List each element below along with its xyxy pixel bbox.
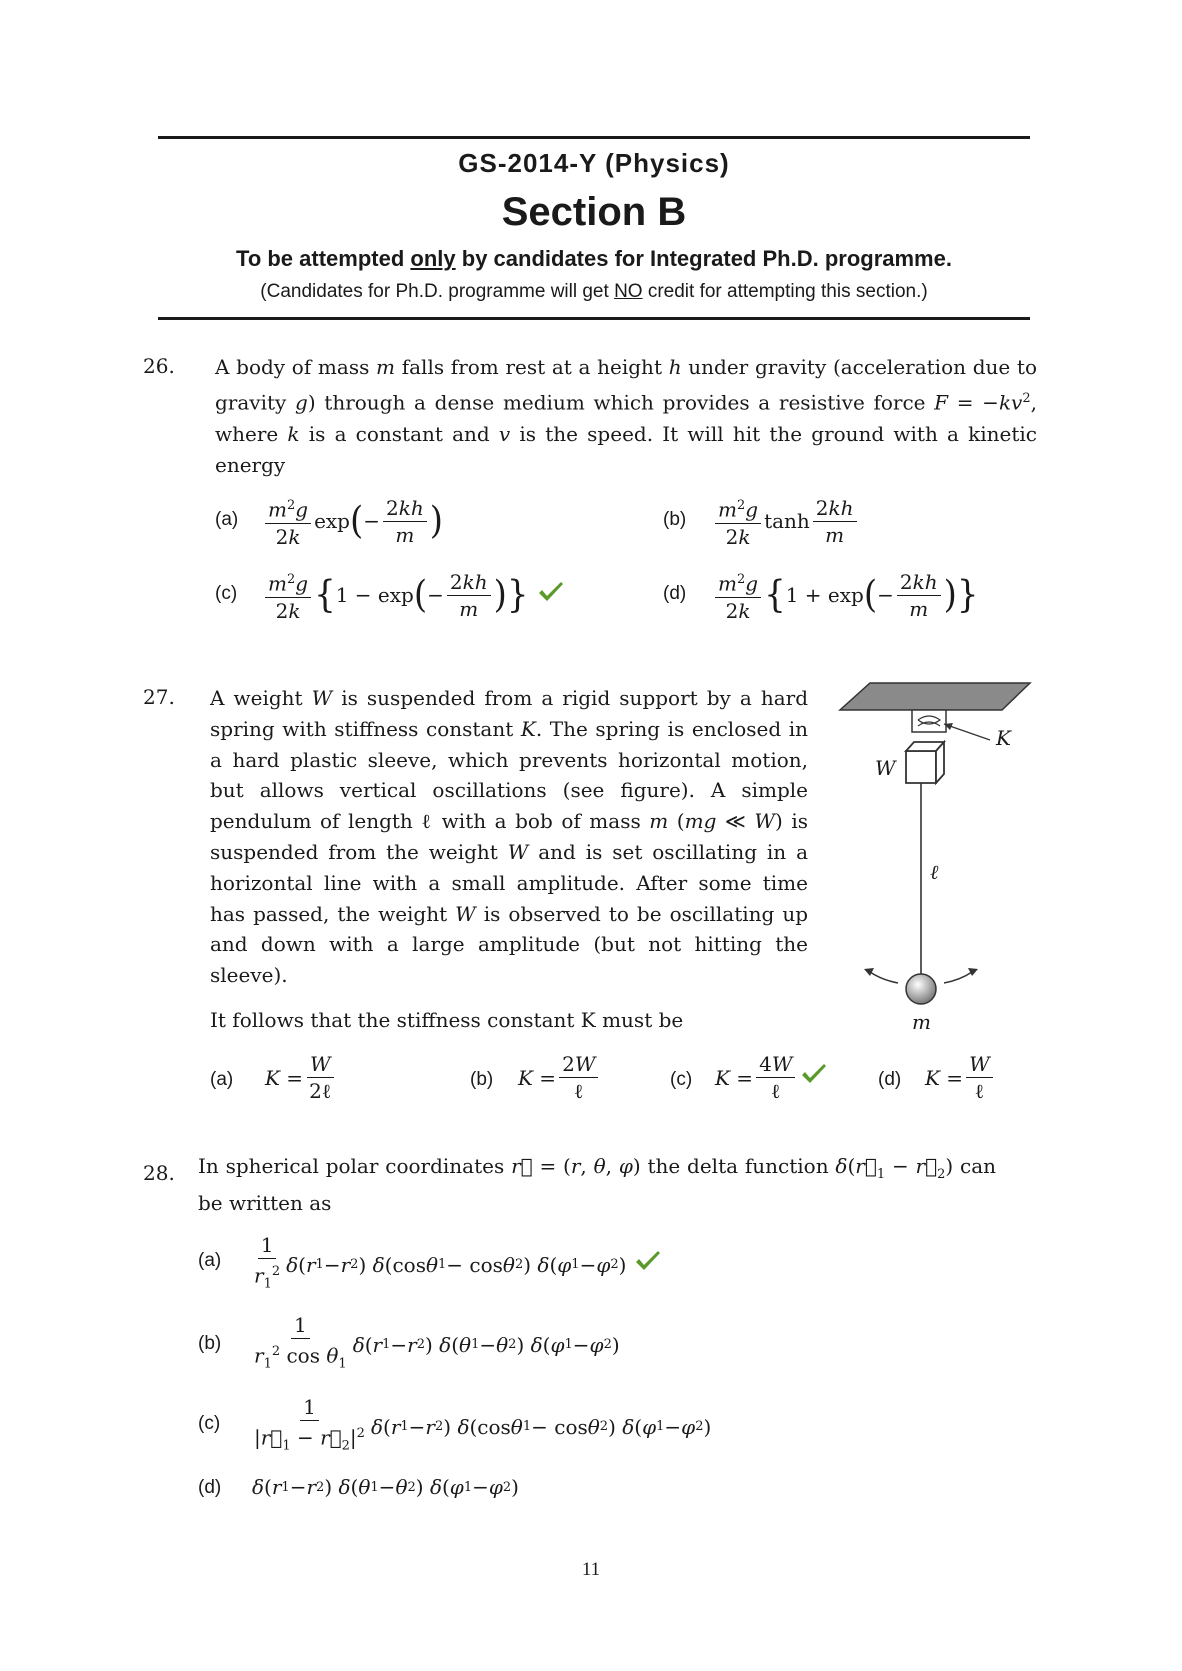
section-title: Section B bbox=[501, 190, 687, 234]
q26-option-c-label: (c) bbox=[215, 583, 238, 604]
weight-block bbox=[906, 751, 936, 783]
q26-option-b[interactable]: $\frac{m^2g}{2k}$ tanh $\frac{2kh}{m}$ bbox=[712, 494, 860, 549]
header-top-rule bbox=[158, 136, 1030, 139]
pendulum-diagram bbox=[830, 680, 1050, 1040]
q27-option-d-label: (d) bbox=[878, 1069, 902, 1090]
note-text-2: credit for attempting this section.) bbox=[642, 281, 928, 302]
q26-option-a-label: (a) bbox=[215, 509, 239, 530]
q28-option-d[interactable]: δ ( r 1 − r 2 ) δ ( θ 1 − θ 2 ) δ ( φ 1 − φ 2 ) bbox=[252, 1475, 519, 1499]
q28-option-b[interactable]: $\frac{1}{r_1^2 \cos \theta_1}$ δ ( r 1 − r 2 ) δ ( θ 1 − θ 2 ) δ ( φ 1 − φ 2 ) bbox=[254, 1313, 620, 1372]
note-text-1: (Candidates for Ph.D. programme will get bbox=[260, 281, 615, 302]
q28-text: In spherical polar coordinates r⃗ = (r, θ, φ) the delta function $\delta(r⃗_1$ − $r⃗_2$) can be written as bbox=[198, 1154, 997, 1215]
section-note bbox=[158, 281, 1030, 303]
q27-option-b-label: (b) bbox=[470, 1069, 494, 1090]
rigid-support bbox=[840, 683, 1030, 710]
sleeve bbox=[912, 710, 946, 732]
instruction-only: only bbox=[410, 246, 456, 271]
q28-option-c-label: (c) bbox=[198, 1413, 221, 1434]
label-m: m bbox=[912, 1010, 931, 1034]
page-number: 11 bbox=[581, 1559, 601, 1580]
q26-option-c[interactable]: $\frac{m^2g}{2k}$ { 1 − exp ( − $\frac{2kh}{m}$ )} bbox=[262, 568, 565, 623]
q28-option-b-label: (b) bbox=[198, 1333, 222, 1354]
q28-option-a-label: (a) bbox=[198, 1250, 222, 1271]
q26-option-a[interactable]: $\frac{m^2g}{2k}$ exp ( − $\frac{2kh}{m}$ ) bbox=[262, 494, 443, 549]
instruction-text-2: by candidates for Integrated Ph.D. programme. bbox=[455, 246, 952, 271]
q27-option-a-label: (a) bbox=[210, 1069, 234, 1090]
q26-number: 26. bbox=[143, 354, 175, 378]
q26-check-icon bbox=[537, 581, 565, 610]
label-k: K bbox=[996, 726, 1011, 750]
q26-option-d-label: (d) bbox=[663, 583, 687, 604]
q27-figure bbox=[830, 680, 1050, 1040]
note-no: NO bbox=[614, 281, 643, 302]
label-length: ℓ bbox=[930, 860, 939, 884]
q27-option-d[interactable]: K = $\frac{W}{\text{ℓ}}$ bbox=[925, 1052, 996, 1103]
q27-option-a[interactable]: K = $\frac{W}{\text{2ℓ}}$ bbox=[265, 1052, 337, 1103]
q27-prompt: It follows that the stiffness constant K must be bbox=[210, 1008, 684, 1032]
exam-title: GS-2014-Y (Physics) bbox=[458, 148, 730, 178]
q28-number: 28. bbox=[143, 1161, 175, 1185]
q26-option-b-label: (b) bbox=[663, 509, 687, 530]
q27-option-b[interactable]: K = $\frac{2W}{\text{ℓ}}$ bbox=[518, 1052, 601, 1103]
q27-check-icon bbox=[800, 1063, 828, 1092]
q27-text: A weight W is suspended from a rigid support by a hard spring with stiffness constant K. The spring is enclosed in a hard plastic sleeve, which prevents horizontal motion, but allows vertical oscillations (see figure). A simple pendulum of length ℓ with a bob of mass m (mg ≪ W) is suspended from the weight W and is set oscillating in a horizontal line with a small amplitude. After some time has passed, the weight W is observed to be oscillating up and down with a large amplitude (but not hitting the sleeve). bbox=[210, 686, 809, 988]
q27-number: 27. bbox=[143, 685, 175, 709]
pendulum-bob bbox=[906, 974, 936, 1004]
label-w: W bbox=[875, 756, 896, 780]
header-bottom-rule bbox=[158, 317, 1030, 320]
q26-option-d[interactable]: $\frac{m^2g}{2k}$ { 1 + exp ( − $\frac{2kh}{m}$ )} bbox=[712, 568, 979, 623]
q26-text: A body of mass m falls from rest at a height h under gravity (acceleration due to gravity g) through a dense medium which provides a resistive force $F = -kv^2$, where k is a constant and v is the speed. It will hit the ground with a kinetic energy bbox=[215, 355, 1037, 477]
q27-option-c[interactable]: K = $\frac{4W}{\text{ℓ}}$ bbox=[715, 1052, 828, 1103]
q28-option-d-label: (d) bbox=[198, 1477, 222, 1498]
q28-option-c[interactable]: $\frac{1}{|r⃗_1 - r⃗_2|^2}$ δ ( r 1 − r 2 ) δ (cos θ 1 − cos θ 2 ) δ ( φ 1 − φ 2 ) bbox=[254, 1395, 712, 1454]
section-instruction bbox=[158, 246, 1030, 272]
q28-check-icon bbox=[634, 1250, 662, 1279]
instruction-text-1: To be attempted bbox=[236, 246, 411, 271]
q27-option-c-label: (c) bbox=[670, 1069, 693, 1090]
q28-option-a[interactable]: $\frac{1}{r_1^2}$ δ ( r 1 − r 2 ) δ (cos θ 1 − cos θ 2 ) δ ( φ 1 − φ 2 ) bbox=[248, 1233, 662, 1297]
